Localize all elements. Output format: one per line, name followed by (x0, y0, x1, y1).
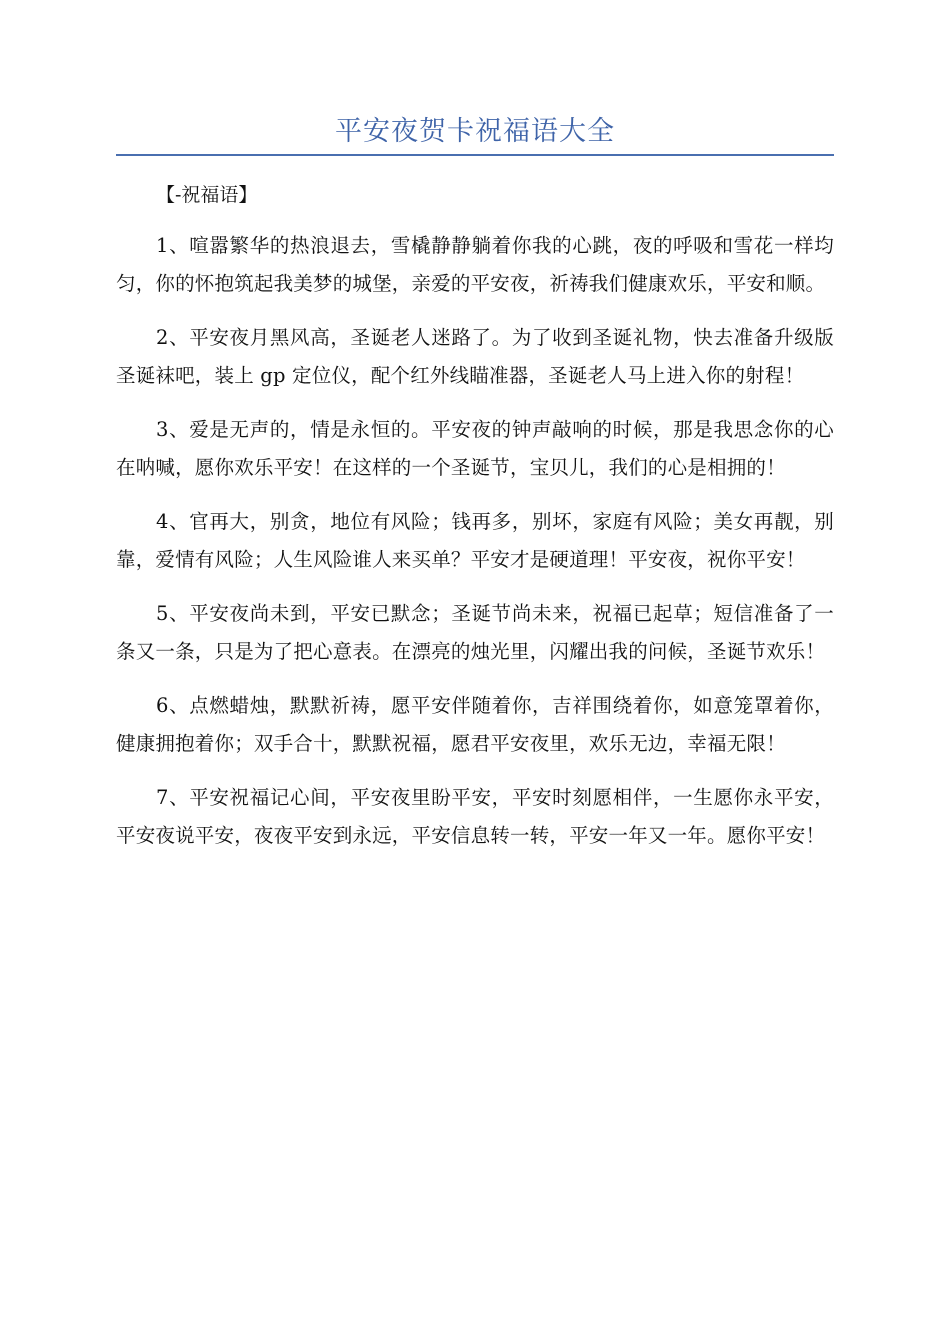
greeting-item-5: 5、平安夜尚未到，平安已默念；圣诞节尚未来，祝福已起草；短信准备了一条又一条，只是为了把心意表。在漂亮的烛光里，闪耀出我的问候，圣诞节欢乐！ (116, 602, 834, 663)
title-underline (116, 154, 834, 156)
page-title: 平安夜贺卡祝福语大全 (335, 116, 615, 147)
section-heading: 【-祝福语】 (156, 184, 258, 206)
greeting-item-1: 1、喧嚣繁华的热浪退去，雪橇静静躺着你我的心跳，夜的呼吸和雪花一样均匀，你的怀抱筑起我美梦的城堡，亲爱的平安夜，祈祷我们健康欢乐，平安和顺。 (116, 234, 834, 295)
greeting-item-6: 6、点燃蜡烛，默默祈祷，愿平安伴随着你，吉祥围绕着你，如意笼罩着你，健康拥抱着你；双手合十，默默祝福，愿君平安夜里，欢乐无边，幸福无限！ (116, 694, 834, 755)
greeting-item-3: 3、爱是无声的，情是永恒的。平安夜的钟声敲响的时候，那是我思念你的心在呐喊，愿你欢乐平安！在这样的一个圣诞节，宝贝儿，我们的心是相拥的！ (116, 418, 834, 479)
greeting-item-4: 4、官再大，别贪，地位有风险；钱再多，别坏，家庭有风险；美女再靓，别靠，爱情有风险；人生风险谁人来买单？平安才是硬道理！平安夜，祝你平安！ (116, 510, 834, 571)
greeting-item-2: 2、平安夜月黑风高，圣诞老人迷路了。为了收到圣诞礼物，快去准备升级版圣诞袜吧，装上 gp 定位仪，配个红外线瞄准器，圣诞老人马上进入你的射程！ (116, 326, 834, 387)
greeting-item-7: 7、平安祝福记心间，平安夜里盼平安，平安时刻愿相伴，一生愿你永平安，平安夜说平安，夜夜平安到永远，平安信息转一转，平安一年又一年。愿你平安！ (116, 786, 834, 847)
